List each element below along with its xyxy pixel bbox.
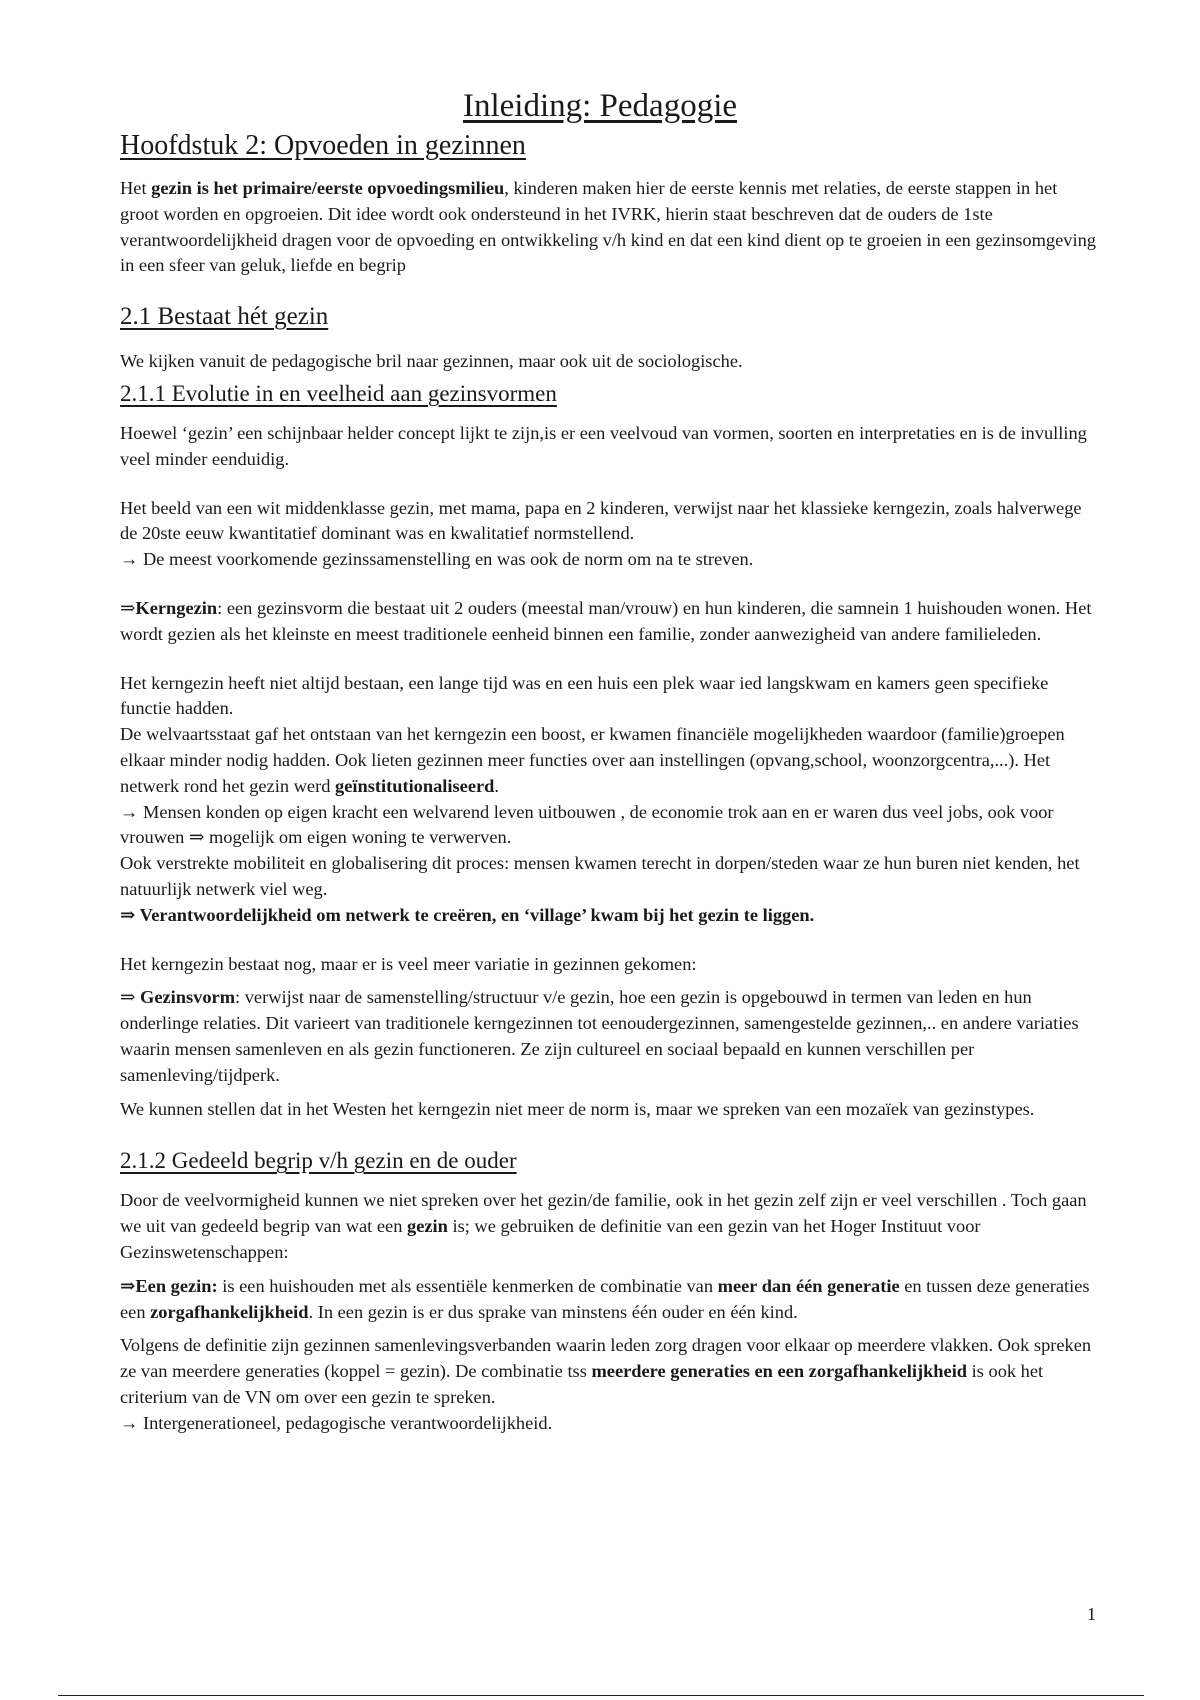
paragraph-welvarend-leven: → Mensen konden op eigen kracht een welvarend leven uitbouwen , de economie trok aan en er waren dus veel jobs, ook voor vrouwen ⇒ mogelijk om eigen woning te verwerven.	[120, 801, 1054, 848]
paragraph-intergenerationeel: → Intergenerationeel, pedagogische verantwoordelijkheid.	[120, 1412, 553, 1433]
paragraph-vn-criterium: Volgens de definitie zijn gezinnen samenlevingsverbanden waarin leden zorg dragen voor elkaar op meerdere vlakken. Ook spreken ze van meerdere generaties (koppel = gezin). De combinatie tss meerdere generaties en een zorgafhankelijkheid is ook het criterium van de VN om over een gezin te spreken.	[120, 1335, 1092, 1407]
subsection-heading-2-1-2: 2.1.2 Gedeeld begrip v/h gezin en de ouder	[120, 1148, 517, 1174]
paragraph-gezin-concept: Hoewel ‘gezin’ een schijnbaar helder concept lijkt te zijn,is er een veelvoud van vormen, soorten en interpretaties en is de invulling veel minder eenduidig.	[120, 422, 1087, 469]
paragraph-kerngezin-definition: ⇒Kerngezin: een gezinsvorm die bestaat uit 2 ouders (meestal man/vrouw) en hun kinderen, die samnein 1 huishouden wonen. Het wordt gezien als het kleinste en meest traditionele eenheid binnen een familie, zonder aanwezigheid van andere familieleden.	[120, 597, 1092, 644]
subsection-heading-2-1-1: 2.1.1 Evolutie in en veelheid aan gezinsvormen	[120, 380, 557, 406]
chapter-heading: Hoofdstuk 2: Opvoeden in gezinnen	[120, 130, 526, 161]
paragraph-welvaartsstaat: De welvaartsstaat gaf het ontstaan van het kerngezin een boost, er kwamen financiële mogelijkheden waardoor (familie)groepen elkaar minder nodig hadden. Ook lieten gezinnen meer functies over aan instellingen (opvang,school, woonzorgcentra,...). Het netwerk rond het gezin werd geïnstitutionaliseerd.	[120, 724, 1065, 796]
paragraph-gezinsvorm-definition: ⇒ Gezinsvorm: verwijst naar de samenstelling/structuur v/e gezin, hoe een gezin is opgebouwd in termen van leden en hun onderlinge relaties. Dit varieert van traditionele kerngezinnen tot eenoudergezinnen, samengestelde gezinnen,.. en andere variaties waarin mensen samenleven en als gezin functioneren. Ze zijn cultureel en sociaal bepaald en kunnen verschillen per samenleving/tijdperk.	[120, 987, 1079, 1085]
paragraph-kerngezin-history: Het kerngezin heeft niet altijd bestaan, een lange tijd was en een huis een plek waar ied langskwam en kamers geen specifieke functie hadden.	[120, 672, 1049, 719]
paragraph-veelvormigheid: Door de veelvormigheid kunnen we niet spreken over het gezin/de familie, ook in het gezin zelf zijn er veel verschillen . Toch gaan we uit van gedeeld begrip van wat een gezin is; we gebruiken de definitie van een gezin van het Hoger Instituut voor Gezinswetenschappen:	[120, 1190, 1087, 1262]
paragraph-variatie: Het kerngezin bestaat nog, maar er is veel meer variatie in gezinnen gekomen:	[120, 953, 697, 974]
paragraph-gezin-definition: ⇒Een gezin: is een huishouden met als essentiële kenmerken de combinatie van meer dan één generatie en tussen deze generaties een zorgafhankelijkheid. In een gezin is er dus sprake van minstens één ouder en één kind.	[120, 1275, 1090, 1322]
paragraph-mozaiek: We kunnen stellen dat in het Westen het kerngezin niet meer de norm is, maar we spreken van een mozaïek van gezinstypes.	[120, 1098, 1035, 1119]
document-body	[120, 128, 1100, 1436]
paragraph-mobiliteit: Ook verstrekte mobiliteit en globalisering dit proces: mensen kwamen terecht in dorpen/steden waar ze hun buren niet kenden, het natuurlijk netwerk viel weg.	[120, 853, 1080, 899]
section-heading-2-1: 2.1 Bestaat hét gezin	[120, 303, 329, 331]
section-2-1-paragraph: We kijken vanuit de pedagogische bril naar gezinnen, maar ook uit de sociologische.	[120, 351, 743, 372]
paragraph-norm-arrow: → De meest voorkomende gezinssamenstelling en was ook de norm om na te streven.	[120, 549, 754, 570]
paragraph-klassiek-kerngezin: Het beeld van een wit middenklasse gezin, met mama, papa en 2 kinderen, verwijst naar het klassieke kerngezin, zoals halverwege de 20ste eeuw kwantitatief dominant was en kwalitatief normstellend.	[120, 497, 1082, 544]
page-number: 1	[1087, 1604, 1096, 1624]
document-title: Inleiding: Pedagogie	[462, 88, 738, 124]
intro-paragraph: Het gezin is het primaire/eerste opvoedingsmilieu, kinderen maken hier de eerste kennis met relaties, de eerste stappen in het groot worden en opgroeien. Dit idee wordt ook ondersteund in het IVRK, hierin staat beschreven dat de ouders de 1ste verantwoordelijkheid dragen voor de opvoeding en ontwikkeling v/h kind en dat een kind dient op te groeien in een gezinsomgeving in een sfeer van geluk, liefde en begrip	[120, 178, 1096, 276]
paragraph-village: ⇒ Verantwoordelijkheid om netwerk te creëren, en ‘village’ kwam bij het gezin te liggen.	[120, 904, 815, 925]
footer-divider	[58, 1695, 1144, 1696]
